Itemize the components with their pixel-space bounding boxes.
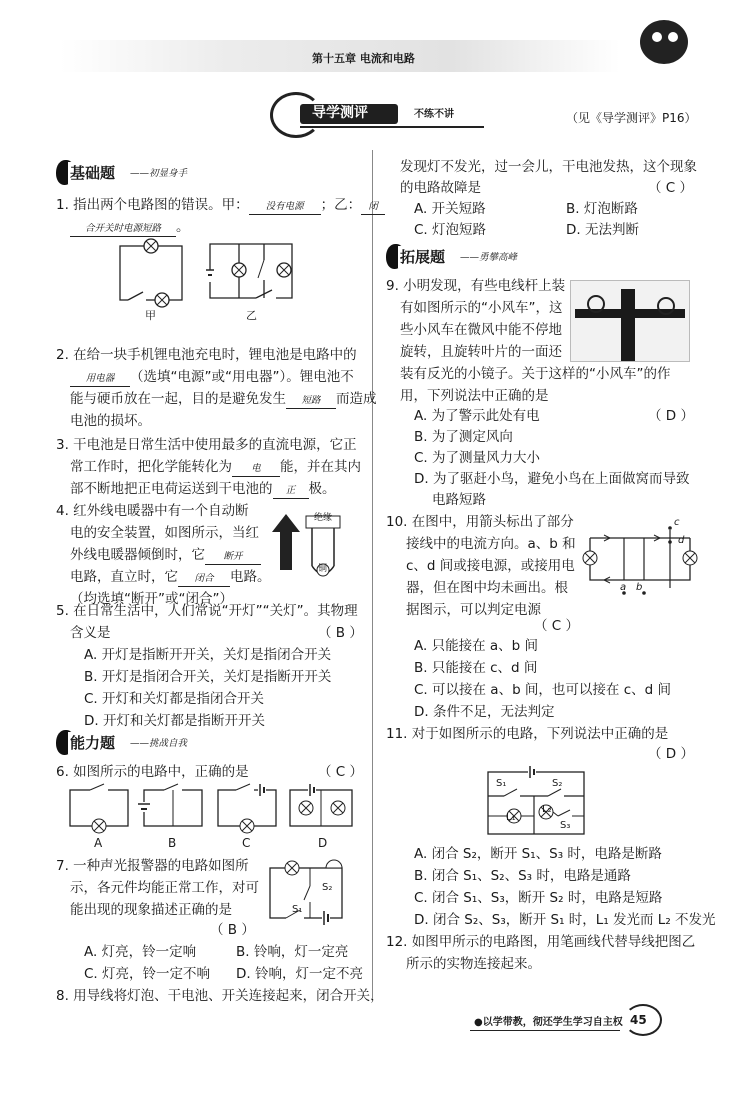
q7-alarm-circuit [266, 858, 350, 922]
q11-line1: 11. 对于如图所示的电路，下列说法中正确的是 [386, 726, 669, 742]
q5-option-a: A. 开灯是指断开开关，关灯是指闭合开关 [84, 647, 332, 663]
q9-option-c: C. 为了测量风力大小 [414, 450, 541, 466]
q7-option-c: C. 灯亮，铃一定不响 [84, 966, 211, 982]
q10-line4: 器，但在图中均未画出。根 [406, 580, 568, 596]
q1-line1: 1. 指出两个电路图的错误。甲： 没有电源 ；乙： 闭 [56, 195, 385, 216]
q3-line3: 部不断地把正电荷运送到干电池的 正 极。 [70, 481, 336, 497]
q8-line2: 发现灯不发光，过一会儿，干电池发热，这个现象 [400, 159, 697, 175]
q12-line1: 12. 如图甲所示的电路图，用笔画线代替导线把图乙 [386, 934, 696, 950]
q2-line2: 用电器 （选填“电源”或“用电器”）。锂电池不 [70, 367, 354, 388]
q1-answer1: 没有电源 [249, 200, 321, 215]
q6-circuit-d [290, 784, 352, 826]
q8-line1: 8. 用导线将灯泡、干电池、开关连接起来，闭合开关， [56, 988, 384, 1004]
mascot-eye-icon [668, 32, 678, 42]
q6-circuit-a [70, 784, 128, 833]
q4-line1: 4. 红外线电暖器中有一个自动断 [56, 503, 249, 519]
q7-option-a: A. 灯亮，铃一定响 [84, 944, 197, 960]
q10-line1: 10. 在图中，用箭头标出了部分 [386, 514, 574, 530]
q4-answer2: 闭合 [178, 572, 230, 587]
q7-label-s2: S₂ [322, 882, 333, 893]
section-subtitle: ——初显身手 [130, 168, 188, 179]
q8-option-d: D. 无法判断 [566, 222, 639, 238]
q10-option-d: D. 条件不足，无法判定 [414, 704, 555, 720]
q5-line2: 含义是 [70, 625, 111, 641]
q10-label-b: b [636, 582, 643, 593]
column-divider [372, 150, 373, 998]
q7-label-s1: S₁ [292, 904, 303, 915]
banner-title: 导学测评 [312, 105, 368, 121]
q9-answer: （ D ） [648, 408, 694, 424]
q4-answer1: 断开 [205, 550, 261, 565]
q11-label-l1: L₁ [506, 812, 516, 823]
q8-answer: （ C ） [648, 180, 694, 196]
windmill-left-icon [587, 295, 605, 313]
q6-answer: （ C ） [318, 764, 364, 780]
q9-line2: 有如图所示的“小风车”，这 [400, 300, 563, 316]
q4-line3: 外线电暖器倾倒时，它 断开 [70, 545, 261, 566]
q11-label-s3: S₃ [560, 820, 571, 831]
q9-option-a: A. 为了警示此处有电 [414, 408, 540, 424]
mascot-icon [640, 20, 688, 64]
q10-line3: c、d 间或接电源，或接用电 [406, 558, 575, 574]
section-title: 拓展题 [400, 248, 446, 266]
pole-vertical [621, 289, 635, 361]
q10-option-a: A. 只能接在 a、b 间 [414, 638, 539, 654]
banner-line [300, 126, 484, 128]
q1-circuit-jia [118, 240, 188, 308]
q6-line1: 6. 如图所示的电路中，正确的是 [56, 764, 249, 780]
q10-option-c: C. 可以接在 a、b 间，也可以接在 c、d 间 [414, 682, 672, 698]
q1-label-yi: 乙 [246, 309, 257, 322]
q1-line2: 合开关时电源短路 。 [70, 217, 190, 238]
q6-circuit-c [218, 784, 276, 833]
section-basic [56, 162, 216, 184]
q10-option-b: B. 只能接在 c、d 间 [414, 660, 538, 676]
q9-line6: 用，下列说法中正确的是 [400, 388, 549, 404]
q10-label-d: d [678, 535, 685, 546]
q2-line3: 能与硬币放在一起，目的是避免发生 短路 而造成 [70, 391, 377, 407]
q3-answer2: 正 [273, 484, 309, 499]
q4-line5: （均选填“断开”或“闭合”） [70, 591, 233, 607]
q10-answer: （ C ） [534, 618, 580, 634]
chapter-title: 第十五章 电流和电路 [312, 52, 415, 65]
q9-line4: 旋转，且旋转叶片的一面还 [400, 344, 562, 360]
q6-label-c: C [242, 836, 251, 850]
q5-option-b: B. 开灯是指闭合开关，关灯是指断开开关 [84, 669, 332, 685]
q9-line3: 些小风车在微风中能不停地 [400, 322, 562, 338]
footer-slogan: ●以学带教，彻还学生学习自主权 [474, 1017, 623, 1028]
q10-line2: 接线中的电流方向。a、b 和 [406, 536, 576, 552]
q11-circuit [484, 766, 588, 838]
q6-circuit-b [138, 784, 202, 826]
section-ability [56, 732, 216, 754]
q11-option-d: D. 闭合 S₂、S₃，断开 S₁ 时，L₁ 发光而 L₂ 不发光 [414, 912, 716, 928]
q7-line2: 示，各元件均能正常工作，对可 [70, 880, 259, 896]
banner-ref: （见《导学测评》P16） [566, 111, 697, 125]
section-subtitle: ——勇攀高峰 [460, 252, 518, 263]
q1-label-jia: 甲 [145, 309, 156, 322]
q7-line1: 7. 一种声光报警器的电路如图所 [56, 858, 249, 874]
q5-option-d: D. 开灯和关灯都是指断开开关 [84, 713, 265, 729]
q1-circuit-yi [206, 240, 296, 302]
q1-answer2b: 合开关时电源短路 [70, 222, 176, 237]
q9-line5: 装有反光的小镜子。关于这样的“小风车”的作 [400, 366, 671, 382]
q3-answer1: 电 [232, 462, 280, 477]
q8-line3: 的电路故障是 [400, 180, 481, 196]
q10-line5: 据图示，可以判定电源 [406, 602, 541, 618]
q11-label-l2: L₂ [542, 804, 552, 815]
banner-slogan: 不练不讲 [414, 109, 454, 120]
q2-line1: 2. 在给一块手机锂电池充电时，锂电池是电路中的 [56, 347, 357, 363]
q6-label-d: D [318, 836, 328, 850]
q7-option-b: B. 铃响，灯一定亮 [236, 944, 349, 960]
q10-label-a: a [620, 582, 627, 593]
q3-line1: 3. 干电池是日常生活中使用最多的直流电源，它正 [56, 437, 357, 453]
q4-line2: 电的安全装置，如图所示，当红 [70, 525, 259, 541]
q5-line1: 5. 在日常生活中，人们常说“开灯”“关灯”。其物理 [56, 603, 358, 619]
q11-option-b: B. 闭合 S₁、S₂、S₃ 时，电路是通路 [414, 868, 631, 884]
mascot-face-icon [652, 32, 662, 42]
q4-fig-label-insulation: 绝缘 [314, 513, 333, 523]
q2-answer2: 短路 [286, 394, 336, 409]
q6-label-b: B [168, 836, 177, 850]
q4-fig-label-copper: 铜 [318, 564, 328, 574]
q8-option-c: C. 灯泡短路 [414, 222, 487, 238]
q6-circuits [68, 786, 358, 834]
section-subtitle: ——挑战自我 [130, 738, 188, 749]
q8-option-a: A. 开关短路 [414, 201, 486, 217]
q2-answer1: 用电器 [70, 372, 130, 387]
q2-line4: 电池的损坏。 [70, 413, 151, 429]
q10-label-c: c [674, 517, 680, 528]
q9-line1: 9. 小明发现，有些电线杆上装 [386, 278, 566, 294]
q3-line2: 常工作时，把化学能转化为 电 能，并在其内 [70, 459, 361, 475]
q8-option-b: B. 灯泡断路 [566, 201, 638, 217]
q7-option-d: D. 铃响，灯一定不亮 [236, 966, 363, 982]
windmill-right-icon [657, 297, 675, 315]
q7-answer: （ B ） [210, 922, 255, 938]
q9-pole-photo [570, 280, 690, 362]
q12-line2: 所示的实物连接起来。 [406, 956, 541, 972]
q5-option-c: C. 开灯和关灯都是指闭合开关 [84, 691, 265, 707]
section-title: 能力题 [70, 734, 116, 752]
q11-label-s1: S₁ [496, 778, 507, 789]
section-title: 基础题 [70, 164, 116, 182]
q7-line3: 能出现的现象描述正确的是 [70, 902, 232, 918]
q5-answer: （ B ） [318, 625, 363, 641]
section-extend [386, 246, 556, 268]
q4-line4: 电路，直立时，它 闭合 电路。 [70, 569, 271, 585]
q11-label-s2: S₂ [552, 778, 563, 789]
page-number: 45 [630, 1013, 647, 1027]
q1-answer2a: 闭 [361, 200, 385, 215]
q11-option-c: C. 闭合 S₁、S₃，断开 S₂ 时，电路是短路 [414, 890, 663, 906]
q6-label-a: A [94, 836, 103, 850]
q9-option-d: D. 为了驱赶小鸟，避免小鸟在上面做窝而导致 [414, 471, 690, 487]
q11-option-a: A. 闭合 S₂，断开 S₁、S₃ 时，电路是断路 [414, 846, 662, 862]
q11-answer: （ D ） [648, 746, 694, 762]
q9-option-d-cont: 电路短路 [432, 492, 486, 508]
q9-option-b: B. 为了测定风向 [414, 429, 513, 445]
